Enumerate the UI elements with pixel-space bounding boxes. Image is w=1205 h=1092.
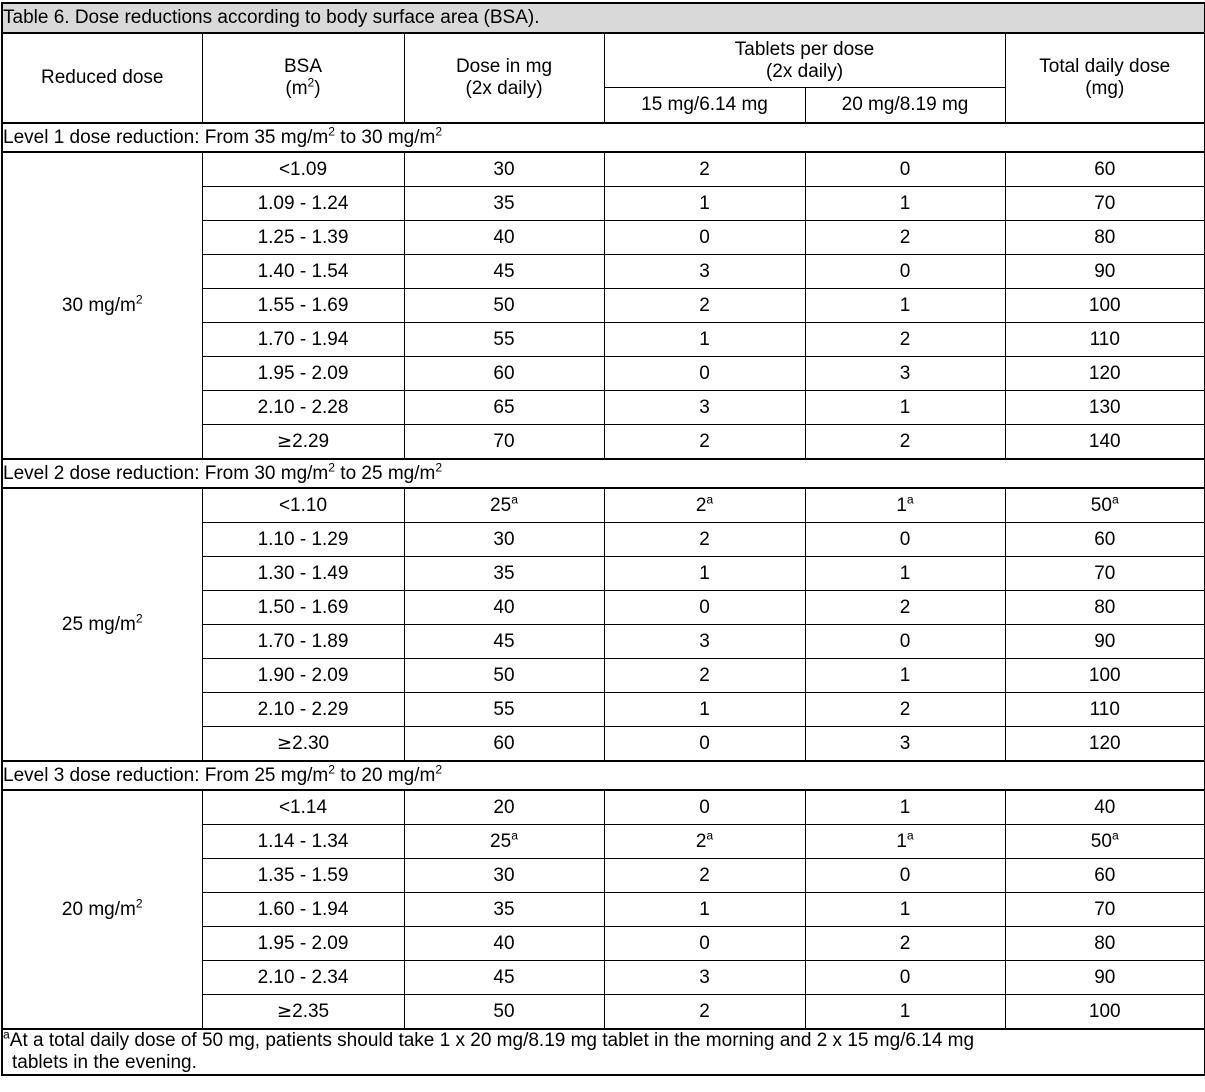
cell-bsa: 1.95 - 2.09 bbox=[202, 357, 404, 391]
cell-bsa: 2.10 - 2.28 bbox=[202, 391, 404, 425]
cell-total-daily-dose bbox=[1005, 825, 1205, 859]
table-caption: Table 6. Dose reductions according to body surface area (BSA). bbox=[2, 3, 1205, 33]
greater-equal-icon: ≥ bbox=[276, 732, 293, 754]
cell-tablets-20mg: 2 bbox=[805, 927, 1005, 961]
cell-tablets-15mg: 2 bbox=[604, 425, 805, 460]
cell-tablets-20mg: 1 bbox=[805, 391, 1005, 425]
column-header-bsa bbox=[202, 33, 404, 123]
section-title-mid: to 25 mg/m bbox=[335, 462, 436, 484]
column-header-dose-line1: Dose in mg bbox=[455, 56, 553, 78]
reduced-dose-exponent: 2 bbox=[135, 292, 143, 307]
cell-bsa: 1.25 - 1.39 bbox=[202, 221, 404, 255]
cell-dose-mg: 35 bbox=[404, 557, 604, 591]
cell-total-daily-dose: 120 bbox=[1005, 357, 1205, 391]
cell-dose-mg: 30 bbox=[404, 523, 604, 557]
column-header-bsa-unit-pre: (m bbox=[285, 78, 308, 99]
cell-total-daily-dose: 100 bbox=[1005, 289, 1205, 323]
cell-total-daily-dose: 90 bbox=[1005, 961, 1205, 995]
cell-tablets-20mg: 0 bbox=[805, 523, 1005, 557]
table-row bbox=[2, 790, 1205, 825]
column-header-dose-line2: (2x daily) bbox=[465, 78, 543, 99]
cell-tablets-20mg: 1 bbox=[805, 187, 1005, 221]
cell-bsa: 1.60 - 1.94 bbox=[202, 893, 404, 927]
cell-dose-mg-footnote-marker: a bbox=[511, 492, 518, 507]
section-title-exponent-1: 2 bbox=[328, 124, 336, 139]
cell-bsa: 1.35 - 1.59 bbox=[202, 859, 404, 893]
cell-tablets-15mg-footnote-marker: a bbox=[706, 828, 714, 843]
cell-tablets-20mg: 2 bbox=[805, 221, 1005, 255]
cell-total-daily-dose: 90 bbox=[1005, 625, 1205, 659]
cell-bsa bbox=[202, 425, 404, 460]
section-title-exponent-1: 2 bbox=[328, 762, 336, 777]
cell-tablets-20mg: 1 bbox=[805, 659, 1005, 693]
cell-bsa-value: 2.29 bbox=[292, 430, 330, 452]
cell-tablets-20mg: 0 bbox=[805, 152, 1005, 187]
cell-total-daily-dose: 140 bbox=[1005, 425, 1205, 460]
column-header-tablet-strength-15mg: 15 mg/6.14 mg bbox=[604, 88, 805, 124]
column-header-total-line2: (mg) bbox=[1085, 78, 1125, 99]
section-title-exponent-1: 2 bbox=[328, 460, 336, 475]
cell-bsa: 1.40 - 1.54 bbox=[202, 255, 404, 289]
cell-tablets-20mg: 1 bbox=[805, 995, 1005, 1030]
cell-tablets-15mg: 1 bbox=[604, 893, 805, 927]
footnote-line-1: At a total daily dose of 50 mg, patients should take 1 x 20 mg/8.19 mg tablet in the morning and 2 x 15 mg/6.14 mg bbox=[9, 1030, 975, 1051]
reduced-dose-exponent: 2 bbox=[135, 896, 143, 911]
cell-tablets-15mg: 2 bbox=[604, 995, 805, 1030]
cell-tablets-15mg: 2 bbox=[604, 859, 805, 893]
reduced-dose-exponent: 2 bbox=[135, 611, 143, 626]
cell-dose-mg: 45 bbox=[404, 961, 604, 995]
cell-total-daily-dose: 110 bbox=[1005, 323, 1205, 357]
cell-total-daily-dose-value: 50 bbox=[1090, 830, 1112, 852]
cell-dose-mg: 40 bbox=[404, 221, 604, 255]
cell-total-daily-dose: 80 bbox=[1005, 591, 1205, 625]
cell-dose-mg: 60 bbox=[404, 357, 604, 391]
cell-tablets-15mg: 3 bbox=[604, 625, 805, 659]
cell-total-daily-dose: 80 bbox=[1005, 927, 1205, 961]
cell-total-daily-dose: 60 bbox=[1005, 859, 1205, 893]
cell-bsa: 1.95 - 2.09 bbox=[202, 927, 404, 961]
cell-total-daily-dose bbox=[1005, 488, 1205, 523]
cell-tablets-20mg-footnote-marker: a bbox=[906, 492, 914, 507]
cell-tablets-15mg: 3 bbox=[604, 391, 805, 425]
cell-dose-mg: 30 bbox=[404, 859, 604, 893]
section-title-exponent-2: 2 bbox=[435, 762, 443, 777]
reduced-dose-value bbox=[2, 152, 202, 459]
cell-total-daily-dose: 100 bbox=[1005, 995, 1205, 1030]
cell-total-daily-dose-footnote-marker: a bbox=[1111, 828, 1119, 843]
column-header-tablet-strength-20mg: 20 mg/8.19 mg bbox=[805, 88, 1005, 124]
cell-tablets-15mg: 1 bbox=[604, 323, 805, 357]
table-row bbox=[2, 488, 1205, 523]
cell-bsa: 1.70 - 1.94 bbox=[202, 323, 404, 357]
column-header-tablets-per-dose bbox=[604, 33, 1005, 88]
cell-tablets-15mg: 0 bbox=[604, 357, 805, 391]
column-header-bsa-unit-exponent: 2 bbox=[307, 75, 315, 90]
cell-total-daily-dose: 110 bbox=[1005, 693, 1205, 727]
cell-tablets-20mg: 2 bbox=[805, 693, 1005, 727]
table-row bbox=[2, 152, 1205, 187]
cell-total-daily-dose-footnote-marker: a bbox=[1111, 492, 1119, 507]
cell-dose-mg: 40 bbox=[404, 927, 604, 961]
reduced-dose-value bbox=[2, 790, 202, 1029]
cell-bsa: 1.10 - 1.29 bbox=[202, 523, 404, 557]
cell-dose-mg: 45 bbox=[404, 255, 604, 289]
cell-tablets-20mg: 3 bbox=[805, 727, 1005, 762]
cell-tablets-15mg: 1 bbox=[604, 187, 805, 221]
cell-dose-mg: 55 bbox=[404, 693, 604, 727]
cell-tablets-15mg-value: 2 bbox=[695, 830, 707, 852]
section-title-pre: Level 3 dose reduction: From 25 mg/m bbox=[3, 764, 329, 786]
column-header-tablets-line1: Tablets per dose bbox=[734, 38, 875, 60]
reduced-dose-value bbox=[2, 488, 202, 761]
column-header-dose-in-mg bbox=[404, 33, 604, 123]
cell-bsa-value: 2.35 bbox=[292, 1000, 330, 1022]
cell-bsa: <1.10 bbox=[202, 488, 404, 523]
column-header-total-daily-dose bbox=[1005, 33, 1205, 123]
cell-tablets-15mg: 2 bbox=[604, 289, 805, 323]
cell-bsa: 2.10 - 2.34 bbox=[202, 961, 404, 995]
column-header-reduced-dose: Reduced dose bbox=[2, 33, 202, 123]
cell-tablets-15mg: 2 bbox=[604, 523, 805, 557]
section-header-row bbox=[2, 459, 1205, 488]
cell-tablets-15mg: 0 bbox=[604, 727, 805, 762]
cell-tablets-20mg bbox=[805, 488, 1005, 523]
table-caption-row bbox=[2, 3, 1205, 33]
cell-tablets-20mg-value: 1 bbox=[896, 494, 907, 516]
section-title-3 bbox=[2, 761, 1205, 790]
section-title-1 bbox=[2, 123, 1205, 152]
reduced-dose-text: 25 mg/m bbox=[61, 613, 136, 635]
cell-total-daily-dose: 90 bbox=[1005, 255, 1205, 289]
cell-total-daily-dose: 130 bbox=[1005, 391, 1205, 425]
cell-tablets-20mg-value: 1 bbox=[896, 830, 907, 852]
cell-dose-mg: 35 bbox=[404, 893, 604, 927]
cell-bsa bbox=[202, 727, 404, 762]
reduced-dose-text: 30 mg/m bbox=[61, 294, 136, 316]
section-title-2 bbox=[2, 459, 1205, 488]
section-title-exponent-2: 2 bbox=[435, 124, 443, 139]
cell-tablets-15mg: 0 bbox=[604, 591, 805, 625]
table-container bbox=[0, 2, 1205, 1092]
cell-total-daily-dose: 70 bbox=[1005, 557, 1205, 591]
greater-equal-icon: ≥ bbox=[276, 430, 293, 452]
cell-bsa bbox=[202, 995, 404, 1030]
cell-tablets-20mg: 1 bbox=[805, 790, 1005, 825]
cell-tablets-20mg-footnote-marker: a bbox=[906, 828, 914, 843]
cell-bsa: 1.50 - 1.69 bbox=[202, 591, 404, 625]
greater-equal-icon: ≥ bbox=[276, 1000, 293, 1022]
cell-dose-mg: 30 bbox=[404, 152, 604, 187]
reduced-dose-text: 20 mg/m bbox=[61, 898, 136, 920]
cell-total-daily-dose: 120 bbox=[1005, 727, 1205, 762]
cell-bsa: <1.09 bbox=[202, 152, 404, 187]
dose-reduction-table bbox=[1, 2, 1205, 1076]
cell-tablets-20mg: 1 bbox=[805, 557, 1005, 591]
cell-tablets-20mg: 1 bbox=[805, 893, 1005, 927]
column-header-total-line1: Total daily dose bbox=[1039, 56, 1171, 78]
cell-dose-mg bbox=[404, 825, 604, 859]
section-header-row bbox=[2, 123, 1205, 152]
cell-dose-mg: 40 bbox=[404, 591, 604, 625]
cell-tablets-15mg: 1 bbox=[604, 693, 805, 727]
cell-dose-mg: 50 bbox=[404, 289, 604, 323]
cell-dose-mg-value: 25 bbox=[490, 494, 512, 516]
table-header-row-primary bbox=[2, 33, 1205, 88]
cell-tablets-15mg-footnote-marker: a bbox=[706, 492, 714, 507]
footnote-marker: a bbox=[3, 1027, 10, 1042]
cell-tablets-15mg: 2 bbox=[604, 152, 805, 187]
cell-tablets-15mg bbox=[604, 825, 805, 859]
cell-bsa-value: 2.30 bbox=[292, 732, 330, 754]
cell-tablets-15mg-value: 2 bbox=[695, 494, 707, 516]
section-header-row bbox=[2, 761, 1205, 790]
cell-dose-mg: 50 bbox=[404, 995, 604, 1030]
cell-tablets-20mg: 0 bbox=[805, 859, 1005, 893]
cell-bsa: 1.14 - 1.34 bbox=[202, 825, 404, 859]
cell-total-daily-dose: 100 bbox=[1005, 659, 1205, 693]
cell-tablets-20mg: 1 bbox=[805, 289, 1005, 323]
column-header-tablets-line2: (2x daily) bbox=[765, 60, 844, 82]
cell-tablets-20mg: 0 bbox=[805, 625, 1005, 659]
cell-dose-mg-value: 25 bbox=[490, 830, 512, 852]
section-title-mid: to 30 mg/m bbox=[335, 126, 436, 148]
cell-tablets-15mg: 3 bbox=[604, 961, 805, 995]
cell-tablets-20mg bbox=[805, 825, 1005, 859]
cell-tablets-15mg: 0 bbox=[604, 790, 805, 825]
cell-dose-mg: 70 bbox=[404, 425, 604, 460]
cell-tablets-15mg: 1 bbox=[604, 557, 805, 591]
cell-tablets-20mg: 3 bbox=[805, 357, 1005, 391]
cell-tablets-15mg bbox=[604, 488, 805, 523]
cell-bsa: 1.30 - 1.49 bbox=[202, 557, 404, 591]
cell-dose-mg: 55 bbox=[404, 323, 604, 357]
cell-total-daily-dose: 80 bbox=[1005, 221, 1205, 255]
cell-total-daily-dose: 60 bbox=[1005, 152, 1205, 187]
cell-dose-mg: 65 bbox=[404, 391, 604, 425]
cell-total-daily-dose: 40 bbox=[1005, 790, 1205, 825]
cell-dose-mg: 45 bbox=[404, 625, 604, 659]
section-title-mid: to 20 mg/m bbox=[335, 764, 436, 786]
cell-dose-mg bbox=[404, 488, 604, 523]
table-footnote bbox=[2, 1029, 1205, 1075]
cell-tablets-20mg: 2 bbox=[805, 591, 1005, 625]
footnote-line-2: tablets in the evening. bbox=[12, 1051, 197, 1073]
cell-total-daily-dose: 60 bbox=[1005, 523, 1205, 557]
section-title-pre: Level 1 dose reduction: From 35 mg/m bbox=[3, 126, 329, 148]
cell-tablets-20mg: 2 bbox=[805, 425, 1005, 460]
cell-total-daily-dose: 70 bbox=[1005, 893, 1205, 927]
cell-tablets-20mg: 0 bbox=[805, 255, 1005, 289]
cell-dose-mg-footnote-marker: a bbox=[511, 828, 518, 843]
column-header-bsa-unit-post: ) bbox=[314, 78, 321, 99]
cell-dose-mg: 50 bbox=[404, 659, 604, 693]
cell-dose-mg: 35 bbox=[404, 187, 604, 221]
cell-total-daily-dose-value: 50 bbox=[1090, 494, 1112, 516]
footnote-row bbox=[2, 1029, 1205, 1075]
cell-tablets-15mg: 0 bbox=[604, 221, 805, 255]
cell-tablets-15mg: 2 bbox=[604, 659, 805, 693]
cell-bsa: 2.10 - 2.29 bbox=[202, 693, 404, 727]
cell-tablets-15mg: 0 bbox=[604, 927, 805, 961]
cell-bsa: 1.70 - 1.89 bbox=[202, 625, 404, 659]
cell-tablets-15mg: 3 bbox=[604, 255, 805, 289]
section-title-pre: Level 2 dose reduction: From 30 mg/m bbox=[3, 462, 329, 484]
cell-bsa: <1.14 bbox=[202, 790, 404, 825]
section-title-exponent-2: 2 bbox=[435, 460, 443, 475]
cell-total-daily-dose: 70 bbox=[1005, 187, 1205, 221]
cell-bsa: 1.55 - 1.69 bbox=[202, 289, 404, 323]
cell-dose-mg: 60 bbox=[404, 727, 604, 762]
cell-bsa: 1.90 - 2.09 bbox=[202, 659, 404, 693]
column-header-bsa-line1: BSA bbox=[283, 56, 323, 78]
cell-tablets-20mg: 0 bbox=[805, 961, 1005, 995]
cell-tablets-20mg: 2 bbox=[805, 323, 1005, 357]
cell-bsa: 1.09 - 1.24 bbox=[202, 187, 404, 221]
cell-dose-mg: 20 bbox=[404, 790, 604, 825]
